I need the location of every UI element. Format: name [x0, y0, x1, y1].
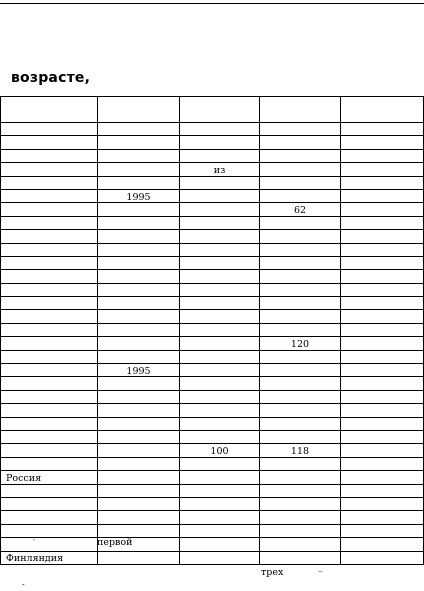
row-label-cell — [1, 149, 98, 162]
value-cell — [98, 149, 180, 162]
value-cell — [341, 377, 424, 390]
table-row — [1, 377, 424, 390]
table-header-row — [1, 97, 424, 123]
value-cell — [260, 176, 341, 189]
header-cell — [1, 97, 98, 123]
row-label-cell: Финляндия — [1, 551, 98, 564]
header-cell — [341, 97, 424, 123]
value-cell — [98, 497, 180, 510]
row-label-cell — [1, 417, 98, 430]
value-cell — [98, 524, 180, 537]
row-label-cell — [1, 163, 98, 176]
row-label-cell — [1, 377, 98, 390]
row-label-cell — [1, 323, 98, 336]
row-label-cell — [1, 203, 98, 216]
value-cell — [260, 524, 341, 537]
value-cell — [341, 163, 424, 176]
table-row — [1, 538, 424, 551]
value-cell — [180, 377, 260, 390]
row-label-cell — [1, 176, 98, 189]
value-cell — [180, 551, 260, 564]
footnote-dash: – — [318, 566, 323, 577]
value-cell — [260, 136, 341, 149]
value-cell — [98, 230, 180, 243]
value-cell — [98, 430, 180, 443]
value-cell — [180, 203, 260, 216]
header-cell — [98, 97, 180, 123]
row-label-cell — [1, 524, 98, 537]
row-label-cell — [1, 216, 98, 229]
value-cell — [341, 203, 424, 216]
value-cell — [98, 390, 180, 403]
value-cell — [341, 524, 424, 537]
table-row — [1, 471, 424, 484]
row-label-cell — [1, 123, 98, 136]
value-cell — [180, 484, 260, 497]
value-cell — [180, 243, 260, 256]
table-row — [1, 149, 424, 162]
table-row — [1, 337, 424, 350]
value-cell — [260, 243, 341, 256]
value-cell — [341, 176, 424, 189]
value-cell — [341, 216, 424, 229]
value-cell — [341, 136, 424, 149]
table-row — [1, 511, 424, 524]
value-cell: из — [180, 163, 260, 176]
row-label-cell — [1, 364, 98, 377]
value-cell — [180, 176, 260, 189]
value-cell — [260, 511, 341, 524]
row-label-cell — [1, 136, 98, 149]
value-cell — [98, 350, 180, 363]
value-cell — [341, 430, 424, 443]
row-label-cell — [1, 457, 98, 470]
value-cell — [98, 243, 180, 256]
value-cell — [341, 270, 424, 283]
value-cell — [341, 310, 424, 323]
row-label-cell — [1, 538, 98, 551]
value-cell — [341, 511, 424, 524]
value-cell — [260, 404, 341, 417]
table-row — [1, 350, 424, 363]
value-cell — [341, 390, 424, 403]
value-cell — [180, 283, 260, 296]
row-label-cell — [1, 497, 98, 510]
value-cell — [180, 337, 260, 350]
value-cell — [180, 189, 260, 202]
value-cell: 1995 — [98, 189, 180, 202]
value-cell — [341, 538, 424, 551]
value-cell: 62 — [260, 203, 341, 216]
value-cell: 1995 — [98, 364, 180, 377]
table-row — [1, 323, 424, 336]
table-row — [1, 404, 424, 417]
table-row — [1, 123, 424, 136]
value-cell — [180, 524, 260, 537]
value-cell — [341, 444, 424, 457]
row-label-cell: Россия — [1, 471, 98, 484]
row-label-cell — [1, 297, 98, 310]
value-cell: 118 — [260, 444, 341, 457]
row-label-cell — [1, 189, 98, 202]
value-cell — [260, 417, 341, 430]
value-cell — [180, 256, 260, 269]
value-cell — [260, 538, 341, 551]
value-cell — [180, 350, 260, 363]
value-cell — [180, 430, 260, 443]
value-cell — [180, 230, 260, 243]
value-cell — [260, 390, 341, 403]
value-cell — [260, 256, 341, 269]
value-cell: 100 — [180, 444, 260, 457]
value-cell — [341, 364, 424, 377]
table-row — [1, 283, 424, 296]
value-cell — [98, 417, 180, 430]
value-cell — [180, 457, 260, 470]
footnote-word-three: трех — [261, 567, 284, 578]
value-cell — [260, 350, 341, 363]
row-label-cell — [1, 310, 98, 323]
top-rule — [0, 3, 424, 4]
row-label-cell — [1, 390, 98, 403]
value-cell — [98, 256, 180, 269]
value-cell — [98, 163, 180, 176]
row-label-cell — [1, 444, 98, 457]
value-cell — [260, 149, 341, 162]
value-cell — [98, 377, 180, 390]
footnote-word-first: первой — [97, 537, 133, 548]
table-row — [1, 256, 424, 269]
row-label-cell — [1, 350, 98, 363]
value-cell — [98, 511, 180, 524]
value-cell — [341, 551, 424, 564]
value-cell — [180, 297, 260, 310]
table-row — [1, 176, 424, 189]
value-cell — [180, 417, 260, 430]
value-cell — [260, 216, 341, 229]
value-cell — [180, 538, 260, 551]
table-row — [1, 457, 424, 470]
value-cell — [341, 149, 424, 162]
row-label-cell — [1, 511, 98, 524]
table-row — [1, 364, 424, 377]
table-row — [1, 310, 424, 323]
value-cell — [98, 270, 180, 283]
table-body — [1, 97, 424, 565]
value-cell — [98, 484, 180, 497]
value-cell — [260, 230, 341, 243]
footnote-mark-lower: - — [22, 580, 25, 589]
table-row — [1, 297, 424, 310]
value-cell — [260, 457, 341, 470]
value-cell — [341, 497, 424, 510]
row-label-cell — [1, 230, 98, 243]
table-row — [1, 203, 424, 216]
table-row — [1, 390, 424, 403]
value-cell — [260, 189, 341, 202]
row-label-cell — [1, 404, 98, 417]
value-cell — [98, 337, 180, 350]
section-heading: возрасте, — [11, 70, 91, 86]
table-row — [1, 430, 424, 443]
value-cell — [98, 283, 180, 296]
row-label-cell — [1, 256, 98, 269]
value-cell — [180, 511, 260, 524]
value-cell — [180, 123, 260, 136]
value-cell — [341, 337, 424, 350]
value-cell — [98, 471, 180, 484]
value-cell — [180, 471, 260, 484]
row-label-cell — [1, 430, 98, 443]
value-cell — [341, 417, 424, 430]
value-cell: 120 — [260, 337, 341, 350]
value-cell — [260, 123, 341, 136]
table-row — [1, 189, 424, 202]
row-label-cell — [1, 243, 98, 256]
row-label-cell — [1, 270, 98, 283]
value-cell — [98, 444, 180, 457]
value-cell — [260, 377, 341, 390]
table-row — [1, 243, 424, 256]
value-cell — [98, 176, 180, 189]
value-cell — [260, 270, 341, 283]
value-cell — [341, 323, 424, 336]
value-cell — [341, 256, 424, 269]
value-cell — [341, 350, 424, 363]
table-row — [1, 417, 424, 430]
table-row — [1, 497, 424, 510]
value-cell — [341, 243, 424, 256]
value-cell — [341, 230, 424, 243]
value-cell — [341, 457, 424, 470]
value-cell — [260, 430, 341, 443]
row-label-cell — [1, 484, 98, 497]
value-cell — [341, 297, 424, 310]
value-cell — [98, 404, 180, 417]
table-row — [1, 163, 424, 176]
value-cell — [180, 364, 260, 377]
value-cell — [341, 283, 424, 296]
value-cell — [180, 216, 260, 229]
value-cell — [98, 123, 180, 136]
value-cell — [98, 457, 180, 470]
value-cell — [180, 310, 260, 323]
value-cell — [260, 163, 341, 176]
value-cell — [260, 471, 341, 484]
value-cell — [180, 323, 260, 336]
table-row — [1, 270, 424, 283]
row-label-cell — [1, 337, 98, 350]
value-cell — [341, 471, 424, 484]
value-cell — [260, 484, 341, 497]
value-cell — [180, 497, 260, 510]
value-cell — [341, 123, 424, 136]
value-cell — [260, 283, 341, 296]
value-cell — [341, 484, 424, 497]
value-cell — [98, 310, 180, 323]
header-cell — [180, 97, 260, 123]
table-row — [1, 484, 424, 497]
value-cell — [98, 551, 180, 564]
value-cell — [98, 323, 180, 336]
value-cell — [180, 390, 260, 403]
row-label-cell — [1, 283, 98, 296]
value-cell — [341, 404, 424, 417]
table-row — [1, 444, 424, 457]
value-cell — [260, 297, 341, 310]
value-cell — [98, 297, 180, 310]
value-cell — [180, 149, 260, 162]
value-cell — [180, 404, 260, 417]
table-row — [1, 216, 424, 229]
data-table — [0, 96, 424, 565]
value-cell — [260, 497, 341, 510]
table-row — [1, 551, 424, 564]
table-row — [1, 524, 424, 537]
value-cell — [341, 189, 424, 202]
value-cell — [98, 136, 180, 149]
value-cell — [260, 551, 341, 564]
value-cell — [260, 323, 341, 336]
table-row — [1, 230, 424, 243]
table-row — [1, 136, 424, 149]
value-cell — [260, 364, 341, 377]
value-cell — [180, 136, 260, 149]
value-cell — [98, 216, 180, 229]
header-cell — [260, 97, 341, 123]
value-cell — [260, 310, 341, 323]
value-cell — [180, 270, 260, 283]
footnote-mark: ′ — [33, 538, 35, 547]
value-cell — [98, 203, 180, 216]
